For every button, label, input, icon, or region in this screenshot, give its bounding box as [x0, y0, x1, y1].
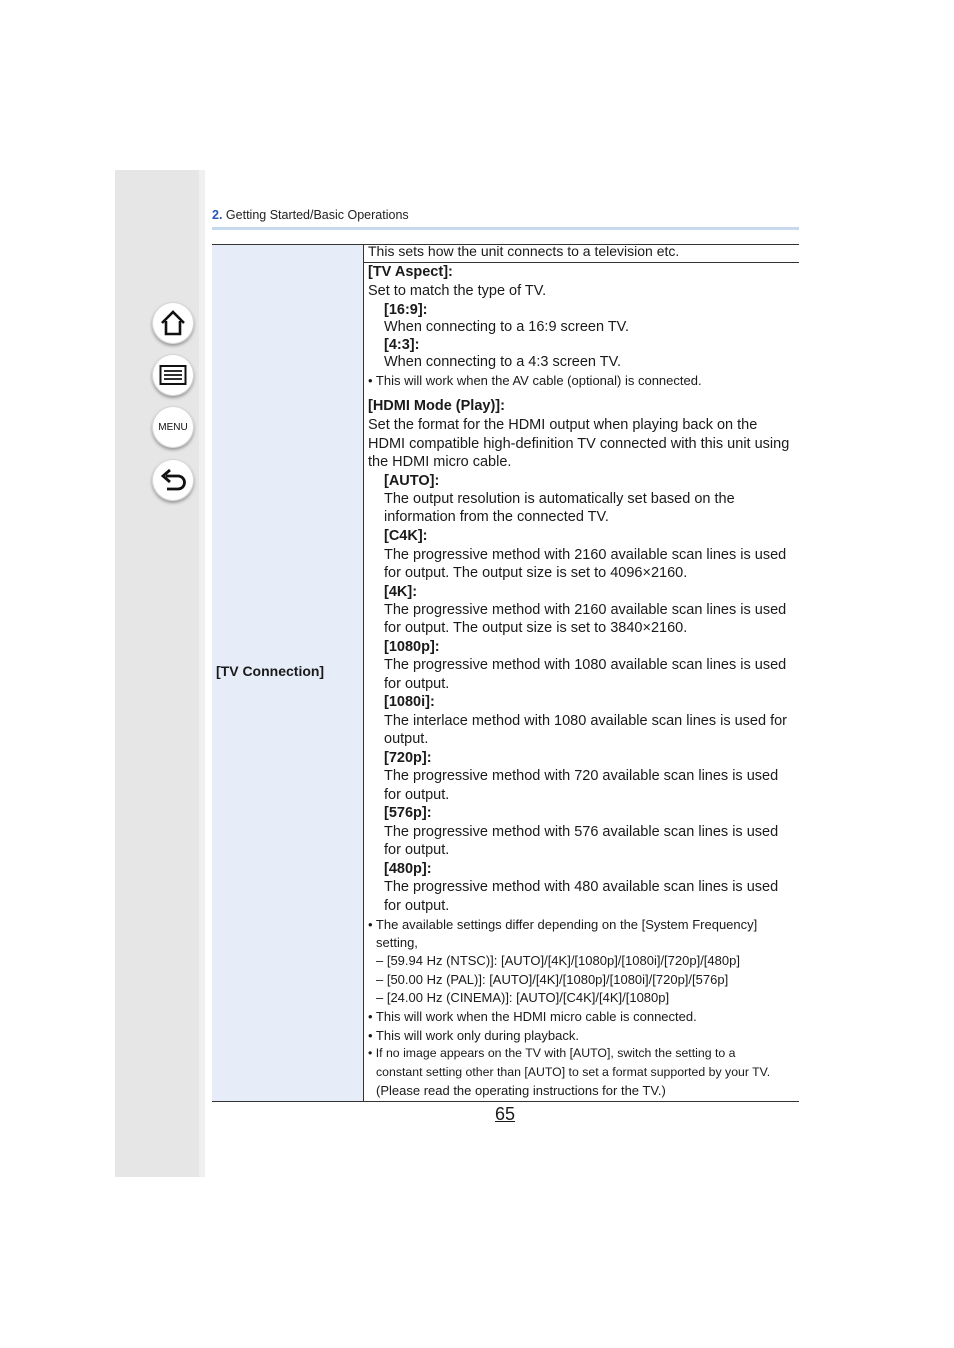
- page-number: 65: [495, 1104, 516, 1124]
- description-line: The progressive method with 576 available scan lines is used: [384, 824, 779, 840]
- description-line: [1080p]:: [384, 639, 440, 655]
- back-button[interactable]: [152, 459, 194, 501]
- description-line: Set the format for the HDMI output when playing back on the: [368, 417, 758, 433]
- description-line: • The available settings differ depending on the [System Frequency]: [368, 917, 758, 932]
- description-line: [AUTO]:: [384, 473, 440, 489]
- description-line: for output. The output size is set to 4096×2160.: [384, 565, 688, 581]
- settings-table: [212, 244, 799, 1102]
- description-line: [720p]:: [384, 750, 432, 766]
- description-line: for output. The output size is set to 3840×2160.: [384, 620, 688, 636]
- description-line: The progressive method with 2160 available scan lines is used: [384, 602, 787, 618]
- side-navigation-edge: [199, 170, 205, 1177]
- list-icon: [158, 360, 188, 390]
- description-line: • This will work when the HDMI micro cable is connected.: [368, 1009, 697, 1024]
- description-line: output.: [384, 731, 429, 747]
- menu-button[interactable]: [152, 406, 194, 448]
- description-line: Set to match the type of TV.: [368, 283, 547, 299]
- description-line: The progressive method with 1080 available scan lines is used: [384, 657, 787, 673]
- description-line: the HDMI micro cable.: [368, 454, 512, 470]
- setting-name: [TV Connection]: [216, 663, 325, 679]
- description-line: [480p]:: [384, 861, 432, 877]
- description-line: When connecting to a 4:3 screen TV.: [384, 354, 621, 370]
- description-line: [C4K]:: [384, 528, 428, 544]
- description-line: – [24.00 Hz (CINEMA)]: [AUTO]/[C4K]/[4K]/[1080p]: [376, 990, 670, 1005]
- description-line: • This will work when the AV cable (optional) is connected.: [368, 373, 702, 388]
- description-line: The output resolution is automatically set based on the: [384, 491, 735, 507]
- description-line: [TV Aspect]:: [368, 264, 453, 280]
- description-line: for output.: [384, 842, 450, 858]
- description-line: for output.: [384, 787, 450, 803]
- description-line: for output.: [384, 898, 450, 914]
- description-line: The interlace method with 1080 available scan lines is used for: [384, 713, 788, 729]
- setting-name-cell: [212, 245, 364, 1101]
- description-line: The progressive method with 480 available scan lines is used: [384, 879, 779, 895]
- contents-button[interactable]: [152, 354, 194, 396]
- menu-label: MENU: [158, 421, 188, 433]
- description-line: The progressive method with 2160 available scan lines is used: [384, 547, 787, 563]
- back-arrow-icon: [158, 465, 188, 495]
- description-line: [4K]:: [384, 584, 418, 600]
- chapter-title: Getting Started/Basic Operations: [225, 208, 409, 222]
- home-icon: [158, 308, 188, 338]
- description-line: for output.: [384, 676, 450, 692]
- description-line: [4:3]:: [384, 337, 420, 353]
- description-line: • This will work only during playback.: [368, 1028, 579, 1043]
- breadcrumb: [212, 208, 409, 222]
- header-divider: [212, 227, 799, 230]
- description-line: constant setting other than [AUTO] to set a format supported by your TV.: [376, 1065, 771, 1079]
- description-line: setting,: [376, 935, 418, 950]
- description-line: [576p]:: [384, 805, 432, 821]
- description-line: – [50.00 Hz (PAL)]: [AUTO]/[4K]/[1080p]/[1080i]/[720p]/[576p]: [376, 972, 729, 987]
- description-line: When connecting to a 16:9 screen TV.: [384, 319, 630, 335]
- description-line: HDMI compatible high-definition TV connected with this unit using: [368, 436, 790, 452]
- home-button[interactable]: [152, 302, 194, 344]
- intro-divider: [364, 262, 799, 263]
- description-line: • If no image appears on the TV with [AUTO], switch the setting to a: [368, 1046, 736, 1060]
- description-line: (Please read the operating instructions for the TV.): [376, 1083, 666, 1098]
- description-line: [HDMI Mode (Play)]:: [368, 398, 505, 414]
- description-line: – [59.94 Hz (NTSC)]: [AUTO]/[4K]/[1080p]/[1080i]/[720p]/[480p]: [376, 953, 740, 968]
- chapter-number: 2.: [212, 208, 223, 222]
- description-line: The progressive method with 720 available scan lines is used: [384, 768, 779, 784]
- setting-intro: This sets how the unit connects to a television etc.: [368, 243, 680, 259]
- description-line: [1080i]:: [384, 694, 435, 710]
- description-line: information from the connected TV.: [384, 509, 609, 525]
- description-line: [16:9]:: [384, 302, 428, 318]
